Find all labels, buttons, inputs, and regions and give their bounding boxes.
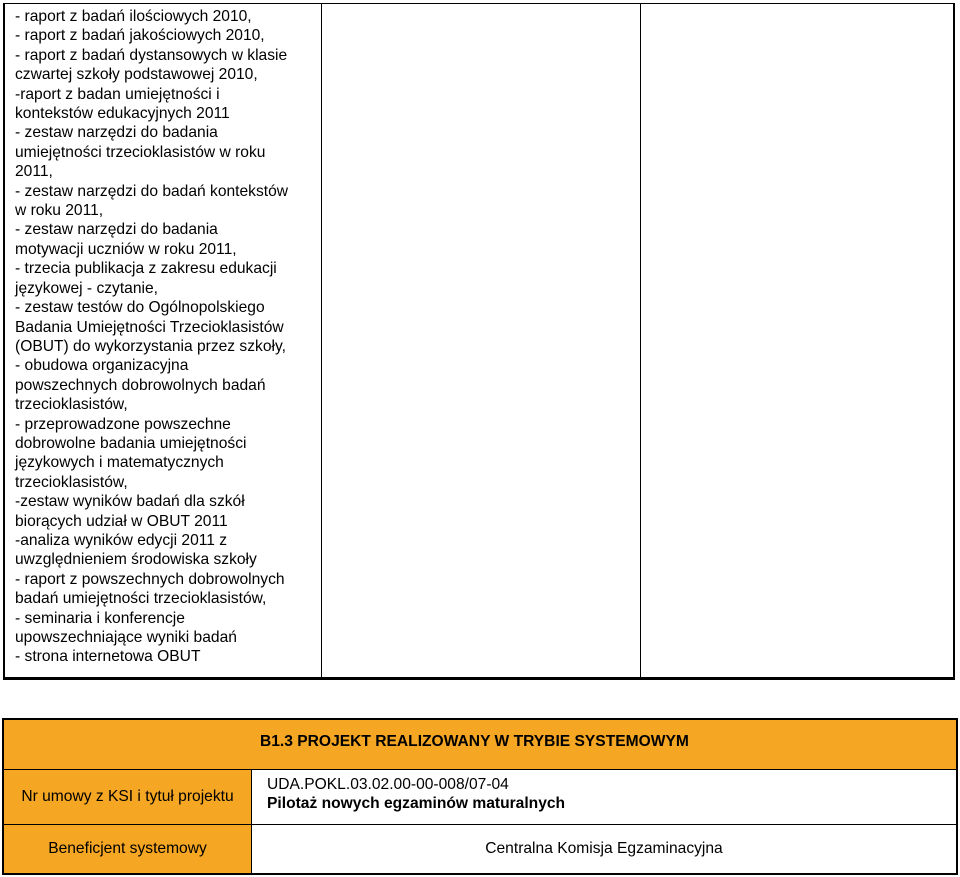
outcome-line: językowych i matematycznych	[15, 454, 224, 472]
project-header: B1.3 PROJEKT REALIZOWANY W TRYBIE SYSTEMOWYM	[252, 720, 956, 769]
outcome-line: - zestaw narzędzi do badania	[15, 124, 218, 142]
beneficiary-row	[4, 825, 956, 873]
outcomes-table	[3, 3, 955, 680]
outcome-line: językowej - czytanie,	[15, 279, 158, 297]
outcome-line: powszechnych dobrowolnych badań	[15, 376, 266, 394]
outcome-line: -analiza wyników edycji 2011 z	[15, 531, 228, 549]
outcome-line: trzecioklasistów,	[15, 396, 128, 414]
outcome-line: czwartej szkoły podstawowej 2010,	[15, 66, 258, 84]
outcome-line: w roku 2011,	[15, 202, 104, 220]
outcome-line: badań umiejętności trzecioklasistów,	[15, 590, 267, 608]
outcome-line: - zestaw narzędzi do badania	[15, 221, 218, 239]
outcome-line: upowszechniające wyniki badań	[15, 629, 237, 646]
project-table	[2, 718, 958, 875]
project-title: Pilotaż nowych egzaminów maturalnych	[267, 795, 566, 812]
outcome-line: uwzględnieniem środowiska szkoły	[15, 551, 257, 569]
contract-number: UDA.POKL.03.02.00-00-008/07-04	[267, 776, 509, 793]
outcome-line: -zestaw wyników badań dla szkół	[15, 493, 245, 511]
outcome-line: motywacji uczniów w roku 2011,	[15, 240, 237, 258]
outcome-line: - zestaw testów do Ogólnopolskiego	[15, 299, 265, 317]
outcome-line: - przeprowadzone powszechne	[15, 415, 231, 433]
outcome-line: Badania Umiejętności Trzecioklasistów	[15, 318, 284, 336]
empty-cell-middle	[322, 4, 641, 677]
beneficiary-value: Centralna Komisja Egzaminacyjna	[485, 840, 723, 857]
outcome-line: umiejętności trzecioklasistów w roku	[15, 143, 266, 161]
outcome-line: biorących udział w OBUT 2011	[15, 512, 228, 530]
header-left-fill	[4, 720, 252, 769]
outcome-line: dobrowolne badania umiejętności	[15, 434, 247, 452]
outcome-line: - raport z badań ilościowych 2010,	[15, 8, 252, 25]
outcomes-list-cell	[5, 4, 322, 677]
outcome-line: - trzecia publikacja z zakresu edukacji	[15, 260, 277, 278]
project-header-row	[4, 720, 956, 770]
outcomes-list	[5, 4, 321, 667]
outcome-line: - raport z powszechnych dobrowolnych	[15, 570, 285, 588]
outcome-line: kontekstów edukacyjnych 2011	[15, 105, 230, 123]
outcome-line: -raport z badan umiejętności i	[15, 85, 220, 103]
contract-row	[4, 770, 956, 825]
outcome-line: trzecioklasistów,	[15, 473, 128, 491]
beneficiary-label: Beneficjent systemowy	[4, 825, 252, 873]
contract-value	[252, 770, 956, 824]
outcome-line: - obudowa organizacyjna	[15, 357, 189, 375]
outcome-line: 2011,	[15, 163, 53, 181]
outcome-line: - zestaw narzędzi do badań kontekstów	[15, 182, 289, 200]
outcome-line: - raport z badań jakościowych 2010,	[15, 27, 265, 45]
outcome-line: - raport z badań dystansowych w klasie	[15, 46, 288, 64]
outcome-line: - strona internetowa OBUT	[15, 648, 201, 666]
outcome-line: (OBUT) do wykorzystania przez szkoły,	[15, 337, 286, 355]
outcome-line: - seminaria i konferencje	[15, 609, 185, 627]
empty-cell-right	[641, 4, 953, 677]
contract-label: Nr umowy z KSI i tytuł projektu	[4, 770, 252, 824]
